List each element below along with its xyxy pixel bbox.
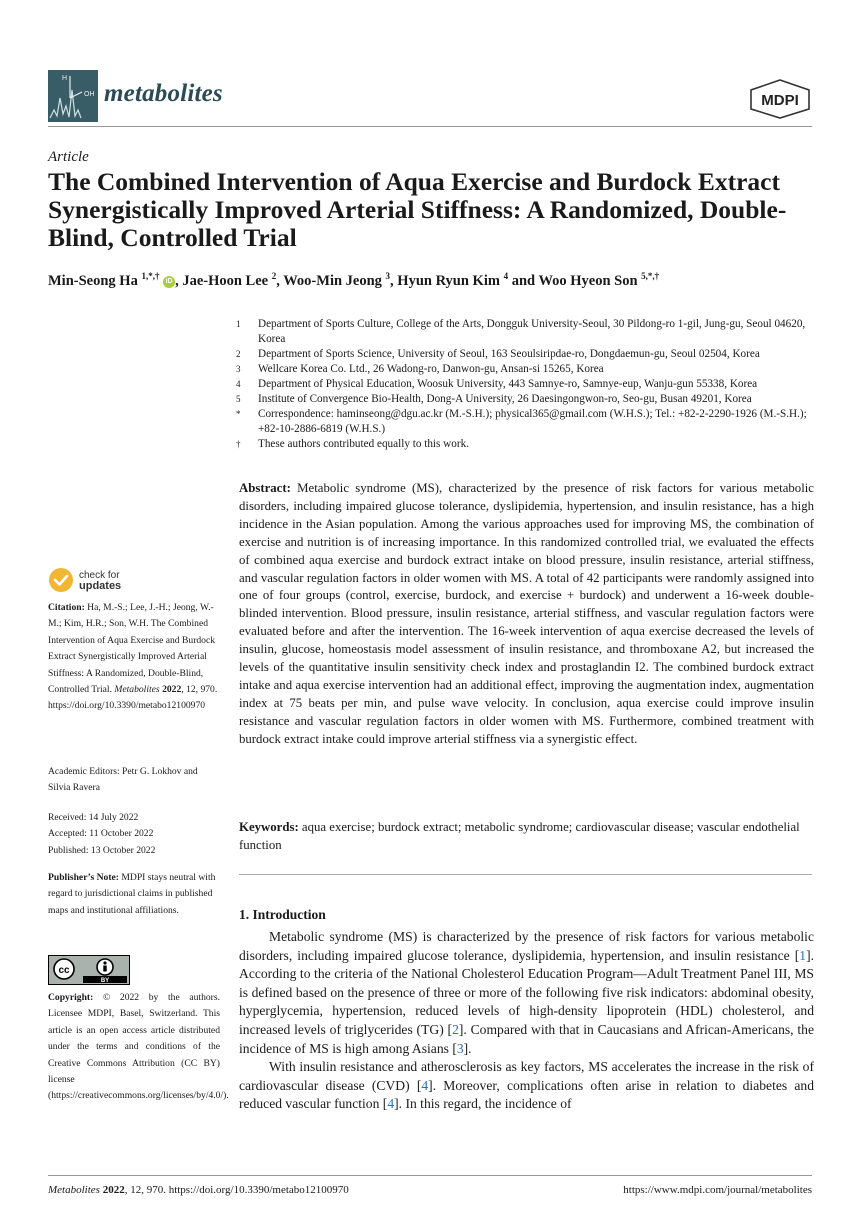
copyright-text: © 2022 by the authors. Licensee MDPI, Basel, Switzerland. This article is an open access article distributed under the terms and conditions of the Creative Commons Attribution (CC BY) license (https://creativecommons.org/licenses/by/4.0/). (48, 992, 229, 1102)
check-updates-line1: check for (79, 570, 120, 581)
footer-doi-link[interactable]: , 12, 970. https://doi.org/10.3390/metabo12100970 (124, 1184, 349, 1196)
author-affiliation-mark: 2 (271, 271, 277, 281)
affiliation-text: Department of Sports Culture, College of the Arts, Dongguk University-Seoul, 30 Pildong-ro 1-gil, Jung-gu, Seoul 04620, Korea (258, 318, 806, 345)
citation-link[interactable]: 3 (456, 1040, 464, 1056)
affiliation-mark: * (236, 409, 241, 419)
citation-link[interactable]: 2 (452, 1021, 459, 1037)
author-name[interactable]: Jae-Hoon Lee (182, 272, 269, 289)
cc-by-license-icon[interactable] (48, 955, 130, 985)
author-name[interactable]: Hyun Ryun Kim (397, 272, 500, 289)
paragraph (239, 928, 814, 1058)
header-divider (48, 126, 812, 127)
keywords-text: aqua exercise; burdock extract; metabolic syndrome; cardiovascular disease; vascular endothelial function (239, 820, 800, 852)
correspondence-item (236, 407, 816, 437)
published-date: Published: 13 October 2022 (48, 844, 156, 856)
footer-journal: Metabolites (48, 1184, 100, 1196)
author-separator: , (175, 272, 183, 289)
received-date: Received: 14 July 2022 (48, 812, 139, 823)
footer-journal-url[interactable]: https://www.mdpi.com/journal/metabolites (623, 1184, 812, 1196)
citation-journal: Metabolites (114, 684, 160, 696)
paragraph-text: ]. In this regard, the incidence of (394, 1096, 572, 1112)
publisher-note (48, 870, 220, 919)
author-affiliation-mark: 5,*,† (641, 271, 660, 281)
cc-by-label: BY (100, 978, 110, 984)
author-separator: , (276, 272, 284, 289)
article-type: Article (48, 149, 89, 165)
svg-text:H: H (62, 75, 68, 82)
citation-link[interactable]: 1 (799, 947, 807, 963)
paragraph (239, 1058, 814, 1114)
affiliation-mark: 5 (236, 394, 241, 404)
section-heading: 1. Introduction (239, 907, 326, 922)
copyright-label: Copyright: (48, 992, 94, 1003)
orcid-icon[interactable]: iD (163, 276, 175, 288)
equal-contribution-text: These authors contributed equally to this work. (258, 438, 469, 450)
abstract (239, 480, 814, 749)
affiliation-item (236, 347, 816, 362)
author-name[interactable]: Woo-Min Jeong (283, 272, 382, 289)
citation-link[interactable]: 4 (387, 1096, 395, 1112)
affiliation-mark: 1 (236, 319, 241, 329)
affiliation-text: Department of Sports Science, University of Seoul, 163 Seoulsiripdae-ro, Dongdaemun-gu, Seoul 02504, Korea (258, 348, 760, 360)
check-updates-line2: updates (79, 580, 122, 592)
publisher-note-label: Publisher’s Note: (48, 872, 119, 883)
author-name[interactable]: Min-Seong Ha (48, 272, 138, 289)
citation-block (48, 600, 220, 715)
paragraph-text: ]. Compared with that in Caucasians and African-Americans, the incidence of MS is high among Asians [ (239, 1021, 814, 1056)
accepted-date: Accepted: 11 October 2022 (48, 828, 154, 840)
keywords (239, 818, 814, 854)
affiliation-item (236, 392, 816, 407)
author-list (48, 266, 808, 291)
academic-editors: Academic Editors: Petr G. Lokhov and Silvia Ravera (48, 766, 198, 794)
affiliation-text: Wellcare Korea Co. Ltd., 26 Wadong-ro, Danwon-gu, Ansan-si 15265, Korea (258, 363, 604, 375)
paragraph-text: Metabolic syndrome (MS) is characterized by the presence of risk factors for various metabolic disorders, including impaired glucose tolerance, dyslipidemia, hypertension, and insulin resistance [ (239, 929, 814, 963)
citation-doi-link[interactable]: , 12, 970. https://doi.org/10.3390/metabo12100970 (48, 684, 218, 712)
introduction-body (239, 928, 814, 1114)
affiliation-text: Department of Physical Education, Woosuk University, 443 Samnye-ro, Samnye-eup, Wanju-gun 55338, Korea (258, 378, 758, 390)
publisher-note-text: MDPI stays neutral with regard to jurisdictional claims in published maps and institutional affiliations. (48, 872, 216, 916)
affiliation-text: Institute of Convergence Bio-Health, Dong-A University, 26 Daesingongwon-ro, Seo-gu, Busan 49201, Korea (258, 393, 752, 405)
affiliation-item (236, 317, 816, 347)
paragraph-text: ]. (463, 1040, 472, 1056)
mdpi-logo-text: MDPI (761, 92, 799, 109)
mdpi-logo (749, 79, 811, 119)
equal-contribution-note (236, 437, 816, 452)
publication-dates (48, 810, 220, 859)
keywords-label: Keywords: (239, 820, 299, 834)
footer-citation (48, 1184, 349, 1196)
author-separator: and (508, 272, 539, 289)
journal-name: metabolites (104, 80, 223, 107)
check-for-updates-button[interactable] (79, 570, 121, 592)
author-name[interactable]: Woo Hyeon Son (538, 272, 638, 289)
abstract-label: Abstract: (239, 481, 291, 495)
paragraph-text: ]. Moreover, complications often arise in relation to diabetes and reduced vascular function [ (239, 1077, 814, 1112)
author-affiliation-mark: 1,*,† (141, 271, 160, 281)
citation-text: Ha, M.-S.; Lee, J.-H.; Jeong, W.-M.; Kim, H.R.; Son, W.H. The Combined Intervention of Aqua Exercise and Burdock Extract Synergistically Improved Arterial Stiffness: A Randomized, Double-Blind, Controlled Trial. (48, 602, 216, 696)
journal-logo-icon (48, 70, 98, 122)
citation-year: 2022 (162, 684, 182, 696)
affiliation-mark: 2 (236, 349, 241, 359)
citation-link[interactable]: 4 (421, 1077, 429, 1093)
abstract-text: Metabolic syndrome (MS), characterized by the presence of risk factors for various metabolic disorders, including impaired glucose tolerance, dyslipidemia, hypertension, and insulin resistance, has a high incidence in the Asian population. Among the various approaches used for improving MS, the combination of exercise and nutrition is of increasing importance. In this randomized controlled trial, we evaluated the effects of combined aqua exercise and burdock extract intake on blood pressure, insulin resistance, arterial stiffness, and vascular regulation factors in older women with MS. A total of 42 participants were randomly assigned into one of four groups (control, exercise, burdock, and exercise + burdock) and underwent a 16-week double-blinded intervention. Blood pressure, insulin resistance, arterial stiffness, and vascular regulation factors were evaluated before and after the intervention. The 16-week intervention of aqua exercise decreased the levels of insulin, glucose, homeostasis model assessment of insulin resistance, and thromboxane A2, but increased the levels of the quantitative insulin sensitivity check index and prostaglandin I2. The combined burdock extract intake and aqua exercise intervention had an additional effect, improving the augmentation index, augmentation index at 75 beats per min, and pulse wave velocity. In conclusion, aqua exercise could improve insulin resistance and vascular regulation factors in older women with MS. Furthermore, combined treatment with burdock extract intake could improve arterial stiffness via a synergistic effect. (239, 481, 814, 746)
affiliation-item (236, 377, 816, 392)
correspondence-text[interactable]: Correspondence: haminseong@dgu.ac.kr (M.-S.H.); physical365@gmail.com (W.H.S.); Tel.: +82-2-2290-1926 (M.-S.H.); +82-10-2886-6819 (W.H.S.) (258, 408, 807, 435)
footer-year: 2022 (102, 1184, 125, 1196)
affiliation-list (236, 317, 816, 452)
affiliation-mark: † (236, 439, 241, 449)
paragraph-text: With insulin resistance and atherosclerosis as key factors, MS accelerates the increase in the risk of cardiovascular disease (CVD) [ (239, 1059, 814, 1093)
author-separator: , (390, 272, 398, 289)
copyright-notice (48, 990, 229, 1105)
citation-label: Citation: (48, 602, 85, 613)
author-affiliation-mark: 3 (385, 271, 391, 281)
affiliation-mark: 4 (236, 379, 241, 389)
paragraph-text: ]. According to the criteria of the National Cholesterol Education Program—Adult Treatment Panel III, MS is defined based on the presence of three or more of the following five risk indicators: abdominal obesity, hyperglycemia, hypertension, reduced levels of high-density lipoprotein (HDL) cholesterol, and increased levels of triglycerides (TG) [ (239, 947, 814, 1037)
article-title: The Combined Intervention of Aqua Exercise and Burdock Extract Synergistically Improved Arterial Stiffness: A Randomized, Double-Blind, Controlled Trial (48, 167, 787, 252)
affiliation-item (236, 362, 816, 377)
author-affiliation-mark: 4 (503, 271, 509, 281)
svg-text:OH: OH (84, 91, 95, 98)
check-for-updates-icon[interactable] (48, 567, 74, 598)
affiliation-mark: 3 (236, 364, 241, 374)
section-divider (239, 874, 812, 875)
footer-divider (48, 1175, 812, 1176)
svg-text:cc: cc (58, 965, 70, 976)
